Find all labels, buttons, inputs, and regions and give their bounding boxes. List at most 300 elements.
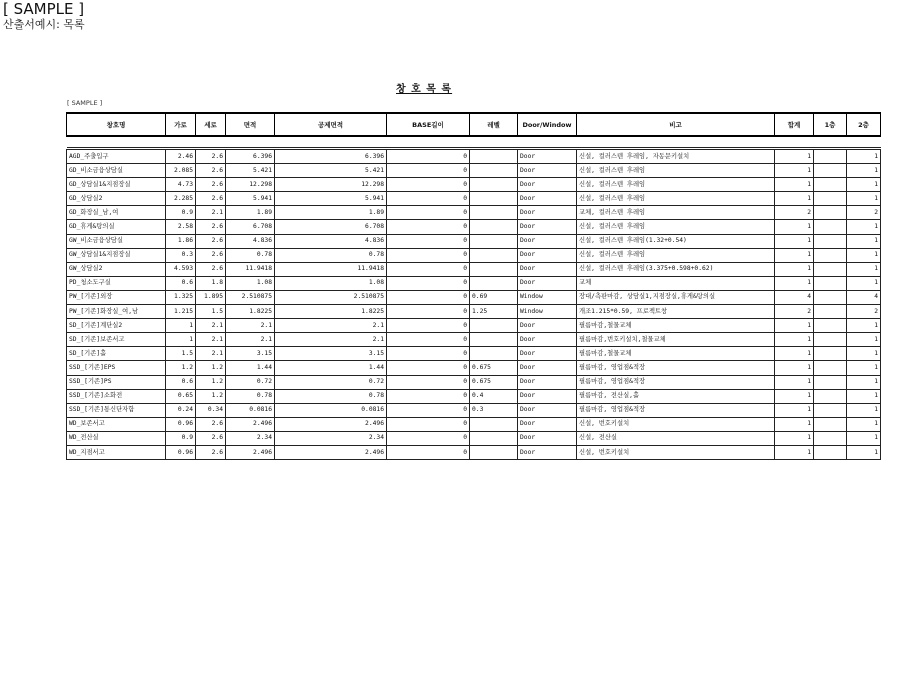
cell-level <box>470 178 518 192</box>
cell-base-length: 0 <box>387 206 470 220</box>
cell-floor2: 2 <box>847 206 881 220</box>
table-row <box>67 150 881 164</box>
cell-deduct-area: 2.1 <box>275 319 387 333</box>
cell-floor2: 1 <box>847 417 881 431</box>
cell-total: 1 <box>775 319 814 333</box>
cell-type: Window <box>518 305 577 319</box>
cell-width: 1 <box>166 319 196 333</box>
cell-level: 0.3 <box>470 403 518 417</box>
cell-height: 1.895 <box>196 290 226 304</box>
cell-name: AGD_주출입구 <box>67 150 166 164</box>
cell-level <box>470 248 518 262</box>
cell-level: 1.25 <box>470 305 518 319</box>
cell-base-length: 0 <box>387 192 470 206</box>
cell-height: 1.2 <box>196 389 226 403</box>
cell-level: 0.4 <box>470 389 518 403</box>
cell-floor1 <box>814 178 847 192</box>
table-header <box>66 112 881 137</box>
cell-floor1 <box>814 290 847 304</box>
cell-total: 1 <box>775 389 814 403</box>
cell-type: Door <box>518 206 577 220</box>
cell-type: Door <box>518 164 577 178</box>
cell-deduct-area: 1.89 <box>275 206 387 220</box>
cell-width: 1.86 <box>166 234 196 248</box>
cell-deduct-area: 0.78 <box>275 248 387 262</box>
cell-height: 2.6 <box>196 150 226 164</box>
cell-type: Door <box>518 417 577 431</box>
cell-floor2: 1 <box>847 319 881 333</box>
cell-base-length: 0 <box>387 262 470 276</box>
cell-area: 2.496 <box>226 445 275 459</box>
sample-tag: [ SAMPLE ] <box>67 99 103 107</box>
cell-height: 1.8 <box>196 276 226 290</box>
cell-width: 4.593 <box>166 262 196 276</box>
cell-height: 2.1 <box>196 333 226 347</box>
cell-total: 2 <box>775 305 814 319</box>
cell-total: 1 <box>775 417 814 431</box>
cell-deduct-area: 0.78 <box>275 389 387 403</box>
subtitle: 산출서예시: 목록 <box>3 18 85 31</box>
cell-height: 2.6 <box>196 417 226 431</box>
cell-base-length: 0 <box>387 375 470 389</box>
cell-height: 2.6 <box>196 192 226 206</box>
cell-area: 2.1 <box>226 333 275 347</box>
cell-floor2: 1 <box>847 347 881 361</box>
cell-level <box>470 431 518 445</box>
cell-deduct-area: 11.9418 <box>275 262 387 276</box>
cell-area: 5.941 <box>226 192 275 206</box>
cell-name: GD_비소금융상담실 <box>67 164 166 178</box>
cell-base-length: 0 <box>387 150 470 164</box>
table-row <box>67 178 881 192</box>
cell-width: 1.215 <box>166 305 196 319</box>
cell-type: Door <box>518 192 577 206</box>
cell-width: 0.96 <box>166 417 196 431</box>
cell-remarks: 필름마감,철물교체 <box>577 319 775 333</box>
cell-total: 1 <box>775 150 814 164</box>
cell-floor2: 1 <box>847 375 881 389</box>
cell-remarks: 신설, 번호키설치 <box>577 445 775 459</box>
cell-type: Door <box>518 347 577 361</box>
cell-area: 1.8225 <box>226 305 275 319</box>
cell-total: 1 <box>775 375 814 389</box>
cell-area: 6.396 <box>226 150 275 164</box>
cell-total: 1 <box>775 192 814 206</box>
col-deduct-area: 공제면적 <box>275 113 387 136</box>
cell-area: 2.510875 <box>226 290 275 304</box>
cell-deduct-area: 1.08 <box>275 276 387 290</box>
cell-width: 0.6 <box>166 276 196 290</box>
page-header <box>3 1 85 32</box>
cell-width: 0.9 <box>166 431 196 445</box>
cell-deduct-area: 2.496 <box>275 445 387 459</box>
cell-width: 0.65 <box>166 389 196 403</box>
cell-area: 0.72 <box>226 375 275 389</box>
cell-total: 1 <box>775 262 814 276</box>
cell-height: 1.2 <box>196 375 226 389</box>
table-row <box>67 403 881 417</box>
table-row <box>67 206 881 220</box>
sample-label: [ SAMPLE ] <box>3 0 85 18</box>
cell-floor2: 1 <box>847 403 881 417</box>
cell-deduct-area: 5.941 <box>275 192 387 206</box>
cell-floor1 <box>814 305 847 319</box>
cell-type: Door <box>518 262 577 276</box>
table-row <box>67 333 881 347</box>
cell-area: 0.78 <box>226 248 275 262</box>
cell-remarks: 신설, 컬러스텐 후레임(1.32+0.54) <box>577 234 775 248</box>
cell-floor2: 1 <box>847 431 881 445</box>
cell-remarks: 신설, 컬러스텐 후레임 <box>577 178 775 192</box>
cell-floor1 <box>814 347 847 361</box>
cell-remarks: 신설, 컬러스텐 후레임(3.375+0.598+0.62) <box>577 262 775 276</box>
cell-deduct-area: 2.510875 <box>275 290 387 304</box>
table-row <box>67 375 881 389</box>
cell-level <box>470 164 518 178</box>
cell-width: 0.3 <box>166 248 196 262</box>
cell-area: 5.421 <box>226 164 275 178</box>
cell-level <box>470 417 518 431</box>
cell-type: Door <box>518 389 577 403</box>
table-row <box>67 361 881 375</box>
cell-remarks: 신설, 컬러스텐 후레임 <box>577 164 775 178</box>
cell-floor1 <box>814 234 847 248</box>
cell-base-length: 0 <box>387 234 470 248</box>
cell-name: SSD_[기존]소화전 <box>67 389 166 403</box>
cell-base-length: 0 <box>387 347 470 361</box>
cell-remarks: 필름마감,번호키설치,철물교체 <box>577 333 775 347</box>
cell-height: 2.6 <box>196 164 226 178</box>
cell-total: 1 <box>775 248 814 262</box>
col-width: 가로 <box>166 113 196 136</box>
cell-base-length: 0 <box>387 445 470 459</box>
cell-width: 4.73 <box>166 178 196 192</box>
cell-name: PD_청소도구실 <box>67 276 166 290</box>
cell-name: GD_화장실_남,여 <box>67 206 166 220</box>
cell-level <box>470 276 518 290</box>
cell-name: PW_[기존]외장 <box>67 290 166 304</box>
cell-remarks: 교체 <box>577 276 775 290</box>
cell-area: 12.298 <box>226 178 275 192</box>
cell-floor1 <box>814 192 847 206</box>
cell-floor2: 1 <box>847 445 881 459</box>
cell-width: 1.2 <box>166 361 196 375</box>
cell-name: PW_[기존]화장실_여,남 <box>67 305 166 319</box>
cell-width: 1.325 <box>166 290 196 304</box>
cell-name: GD_상담실2 <box>67 192 166 206</box>
cell-width: 0.6 <box>166 375 196 389</box>
cell-width: 0.24 <box>166 403 196 417</box>
col-total: 합계 <box>775 113 814 136</box>
cell-width: 0.96 <box>166 445 196 459</box>
cell-base-length: 0 <box>387 333 470 347</box>
table-row <box>67 417 881 431</box>
table-row <box>67 445 881 459</box>
cell-level: 0.675 <box>470 361 518 375</box>
cell-floor1 <box>814 319 847 333</box>
cell-floor1 <box>814 164 847 178</box>
cell-area: 0.78 <box>226 389 275 403</box>
cell-total: 1 <box>775 361 814 375</box>
cell-name: SD_[기존]홀 <box>67 347 166 361</box>
cell-area: 2.34 <box>226 431 275 445</box>
cell-height: 2.6 <box>196 431 226 445</box>
cell-width: 2.085 <box>166 164 196 178</box>
cell-type: Door <box>518 375 577 389</box>
cell-floor2: 1 <box>847 333 881 347</box>
window-door-table <box>66 147 881 460</box>
cell-total: 1 <box>775 347 814 361</box>
cell-deduct-area: 6.708 <box>275 220 387 234</box>
cell-floor1 <box>814 375 847 389</box>
table-row <box>67 290 881 304</box>
cell-type: Window <box>518 290 577 304</box>
cell-floor2: 1 <box>847 361 881 375</box>
cell-width: 2.46 <box>166 150 196 164</box>
cell-width: 2.58 <box>166 220 196 234</box>
cell-name: GD_휴게&탕의실 <box>67 220 166 234</box>
cell-floor1 <box>814 417 847 431</box>
cell-floor1 <box>814 361 847 375</box>
cell-area: 1.89 <box>226 206 275 220</box>
cell-total: 1 <box>775 178 814 192</box>
cell-total: 2 <box>775 206 814 220</box>
cell-total: 4 <box>775 290 814 304</box>
cell-deduct-area: 1.8225 <box>275 305 387 319</box>
cell-name: SSD_[기존]EPS <box>67 361 166 375</box>
cell-name: GW_상담실1&지점장실 <box>67 248 166 262</box>
cell-width: 0.9 <box>166 206 196 220</box>
cell-total: 1 <box>775 220 814 234</box>
col-base-length: BASE길이 <box>387 113 470 136</box>
cell-deduct-area: 12.298 <box>275 178 387 192</box>
table-row <box>67 305 881 319</box>
col-level: 레벨 <box>470 113 518 136</box>
cell-width: 1 <box>166 333 196 347</box>
cell-type: Door <box>518 150 577 164</box>
cell-total: 1 <box>775 276 814 290</box>
cell-base-length: 0 <box>387 319 470 333</box>
col-floor1: 1층 <box>814 113 847 136</box>
cell-level <box>470 445 518 459</box>
cell-base-length: 0 <box>387 290 470 304</box>
col-floor2: 2층 <box>847 113 881 136</box>
cell-remarks: 개조1.215*0.59, 프로젝트창 <box>577 305 775 319</box>
cell-total: 1 <box>775 445 814 459</box>
cell-height: 2.6 <box>196 248 226 262</box>
cell-floor2: 1 <box>847 192 881 206</box>
cell-deduct-area: 6.396 <box>275 150 387 164</box>
cell-area: 6.708 <box>226 220 275 234</box>
cell-level <box>470 333 518 347</box>
table-row <box>67 276 881 290</box>
cell-area: 11.9418 <box>226 262 275 276</box>
cell-remarks: 신설, 컬러스텐 후레임, 자동문키설치 <box>577 150 775 164</box>
cell-floor2: 1 <box>847 164 881 178</box>
cell-level: 0.675 <box>470 375 518 389</box>
cell-total: 1 <box>775 403 814 417</box>
cell-total: 1 <box>775 234 814 248</box>
cell-base-length: 0 <box>387 220 470 234</box>
cell-remarks: 신설, 번호키설치 <box>577 417 775 431</box>
cell-floor2: 1 <box>847 248 881 262</box>
table-row <box>67 248 881 262</box>
cell-type: Door <box>518 431 577 445</box>
cell-base-length: 0 <box>387 178 470 192</box>
cell-type: Door <box>518 276 577 290</box>
cell-type: Door <box>518 445 577 459</box>
cell-floor2: 1 <box>847 389 881 403</box>
cell-type: Door <box>518 319 577 333</box>
cell-level <box>470 150 518 164</box>
col-height: 세로 <box>196 113 226 136</box>
cell-base-length: 0 <box>387 389 470 403</box>
cell-remarks: 필름마감, 전산실,홀 <box>577 389 775 403</box>
cell-total: 1 <box>775 333 814 347</box>
cell-base-length: 0 <box>387 361 470 375</box>
cell-remarks: 필름마감, 영업점&적장 <box>577 375 775 389</box>
cell-floor1 <box>814 445 847 459</box>
cell-remarks: 필름마감, 영업점&적장 <box>577 361 775 375</box>
table-row <box>67 164 881 178</box>
cell-base-length: 0 <box>387 403 470 417</box>
col-door-window: Door/Window <box>518 113 577 136</box>
cell-level <box>470 319 518 333</box>
cell-floor2: 1 <box>847 220 881 234</box>
cell-area: 1.08 <box>226 276 275 290</box>
cell-type: Door <box>518 333 577 347</box>
cell-level <box>470 262 518 276</box>
cell-floor1 <box>814 220 847 234</box>
cell-level: 0.69 <box>470 290 518 304</box>
cell-area: 4.836 <box>226 234 275 248</box>
cell-base-length: 0 <box>387 305 470 319</box>
cell-floor2: 1 <box>847 178 881 192</box>
cell-name: GW_비소금융상담실 <box>67 234 166 248</box>
document-title: 창 호 목 록 <box>396 84 453 95</box>
cell-height: 2.1 <box>196 319 226 333</box>
col-area: 면적 <box>226 113 275 136</box>
col-remarks: 비고 <box>577 113 775 136</box>
cell-floor1 <box>814 206 847 220</box>
cell-name: WD_전산실 <box>67 431 166 445</box>
cell-level <box>470 234 518 248</box>
table-row <box>67 319 881 333</box>
cell-floor1 <box>814 403 847 417</box>
cell-height: 2.6 <box>196 178 226 192</box>
cell-deduct-area: 4.836 <box>275 234 387 248</box>
cell-floor2: 1 <box>847 234 881 248</box>
cell-base-length: 0 <box>387 276 470 290</box>
table-row <box>67 220 881 234</box>
cell-remarks: 신설, 컬러스텐 후레임 <box>577 248 775 262</box>
cell-width: 2.285 <box>166 192 196 206</box>
cell-total: 1 <box>775 164 814 178</box>
cell-remarks: 신설, 전산실 <box>577 431 775 445</box>
cell-height: 2.6 <box>196 445 226 459</box>
cell-floor2: 1 <box>847 276 881 290</box>
cell-height: 2.1 <box>196 347 226 361</box>
cell-floor2: 1 <box>847 262 881 276</box>
cell-floor2: 2 <box>847 305 881 319</box>
cell-total: 1 <box>775 431 814 445</box>
cell-level <box>470 192 518 206</box>
cell-deduct-area: 2.496 <box>275 417 387 431</box>
cell-deduct-area: 2.1 <box>275 333 387 347</box>
cell-height: 2.6 <box>196 262 226 276</box>
cell-level <box>470 347 518 361</box>
cell-deduct-area: 2.34 <box>275 431 387 445</box>
cell-floor1 <box>814 431 847 445</box>
table-row <box>67 262 881 276</box>
cell-level <box>470 220 518 234</box>
cell-remarks: 신설, 컬러스텐 후레임 <box>577 192 775 206</box>
cell-floor1 <box>814 150 847 164</box>
table-row <box>67 192 881 206</box>
cell-deduct-area: 0.0816 <box>275 403 387 417</box>
cell-remarks: 신설, 컬러스텐 후레임 <box>577 220 775 234</box>
cell-name: GW_상담실2 <box>67 262 166 276</box>
cell-base-length: 0 <box>387 431 470 445</box>
cell-area: 2.496 <box>226 417 275 431</box>
cell-remarks: 필름마감, 영업점&적장 <box>577 403 775 417</box>
cell-base-length: 0 <box>387 248 470 262</box>
cell-height: 1.2 <box>196 361 226 375</box>
cell-type: Door <box>518 403 577 417</box>
cell-name: SSD_[기존]PS <box>67 375 166 389</box>
table-row <box>67 431 881 445</box>
cell-base-length: 0 <box>387 164 470 178</box>
col-name: 창호명 <box>67 113 166 136</box>
cell-height: 2.1 <box>196 206 226 220</box>
cell-floor2: 4 <box>847 290 881 304</box>
cell-type: Door <box>518 178 577 192</box>
cell-deduct-area: 5.421 <box>275 164 387 178</box>
cell-floor2: 1 <box>847 150 881 164</box>
cell-type: Door <box>518 220 577 234</box>
cell-height: 1.5 <box>196 305 226 319</box>
cell-deduct-area: 3.15 <box>275 347 387 361</box>
cell-type: Door <box>518 361 577 375</box>
cell-name: SSD_[기존]통신단자함 <box>67 403 166 417</box>
cell-height: 2.6 <box>196 220 226 234</box>
cell-height: 0.34 <box>196 403 226 417</box>
table-row <box>67 347 881 361</box>
cell-name: WD_보존서고 <box>67 417 166 431</box>
cell-name: GD_상담실1&지점장실 <box>67 178 166 192</box>
cell-type: Door <box>518 234 577 248</box>
cell-height: 2.6 <box>196 234 226 248</box>
cell-floor1 <box>814 333 847 347</box>
cell-base-length: 0 <box>387 417 470 431</box>
cell-width: 1.5 <box>166 347 196 361</box>
cell-deduct-area: 1.44 <box>275 361 387 375</box>
cell-name: WD_지점서고 <box>67 445 166 459</box>
cell-name: SD_[기존]계단실2 <box>67 319 166 333</box>
cell-remarks: 필름마감,철물교체 <box>577 347 775 361</box>
cell-floor1 <box>814 389 847 403</box>
cell-floor1 <box>814 248 847 262</box>
cell-floor1 <box>814 262 847 276</box>
table-row <box>67 234 881 248</box>
cell-remarks: 교체, 컬러스텐 후레임 <box>577 206 775 220</box>
cell-area: 1.44 <box>226 361 275 375</box>
cell-name: SD_[기존]보존서고 <box>67 333 166 347</box>
cell-deduct-area: 0.72 <box>275 375 387 389</box>
cell-type: Door <box>518 248 577 262</box>
cell-remarks: 장대/측판마감, 상담실1,지점장실,휴게&탕의실 <box>577 290 775 304</box>
cell-area: 0.0816 <box>226 403 275 417</box>
